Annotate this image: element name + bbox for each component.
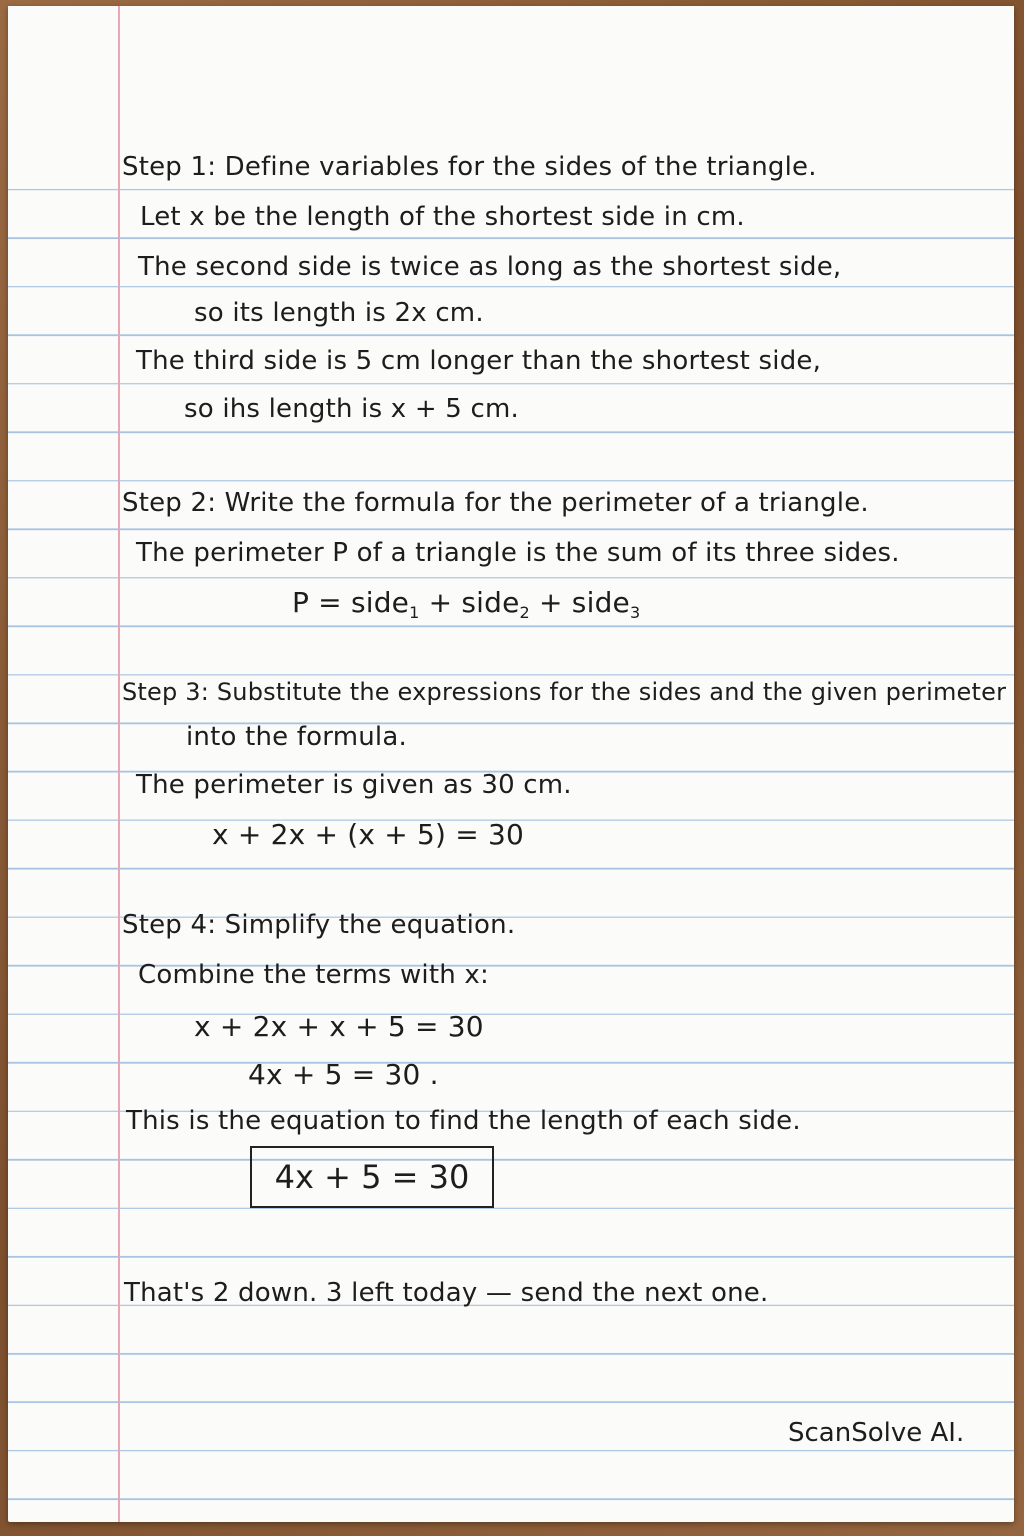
step1-line-1: Let x be the length of the shortest side in cm. <box>140 202 745 232</box>
margin-line <box>118 6 120 1522</box>
step4-equation-2: 4x + 5 = 30 . <box>248 1058 439 1091</box>
formula-plus-2: + side <box>529 586 630 619</box>
boxed-answer: 4x + 5 = 30 <box>250 1146 494 1208</box>
step3-heading-cont: into the formula. <box>186 722 407 752</box>
formula-plus-1: + side <box>419 586 520 619</box>
formula-sub-1: 1 <box>409 603 420 622</box>
step3-heading: Step 3: Substitute the expressions for the sides and the given perimeter <box>122 678 1007 706</box>
brand-signature: ScanSolve AI. <box>788 1418 965 1448</box>
step1-line-4: The third side is 5 cm longer than the shortest side, <box>136 346 822 376</box>
formula-lhs: P = side <box>292 586 410 619</box>
step1-heading: Step 1: Define variables for the sides of the triangle. <box>122 152 817 182</box>
progress-message: That's 2 down. 3 left today — send the next one. <box>124 1278 769 1308</box>
step4-conclusion: This is the equation to find the length of each side. <box>126 1106 801 1136</box>
step4-line: Combine the terms with x: <box>138 960 489 990</box>
notebook-page <box>8 6 1014 1522</box>
step2-heading: Step 2: Write the formula for the perimeter of a triangle. <box>122 488 869 518</box>
formula-sub-3: 3 <box>629 603 641 622</box>
step2-line: The perimeter P of a triangle is the sum of its three sides. <box>136 538 900 568</box>
step3-equation: x + 2x + (x + 5) = 30 <box>212 818 525 851</box>
step1-line-2: The second side is twice as long as the shortest side, <box>138 252 842 282</box>
formula-sub-2: 2 <box>519 603 530 622</box>
step4-heading: Step 4: Simplify the equation. <box>122 910 516 940</box>
step1-line-3: so its length is 2x cm. <box>194 298 484 328</box>
perimeter-formula <box>292 586 640 622</box>
step4-equation-1: x + 2x + x + 5 = 30 <box>194 1010 484 1043</box>
step1-line-5: so ihs length is x + 5 cm. <box>184 394 519 424</box>
step3-line: The perimeter is given as 30 cm. <box>136 770 572 800</box>
